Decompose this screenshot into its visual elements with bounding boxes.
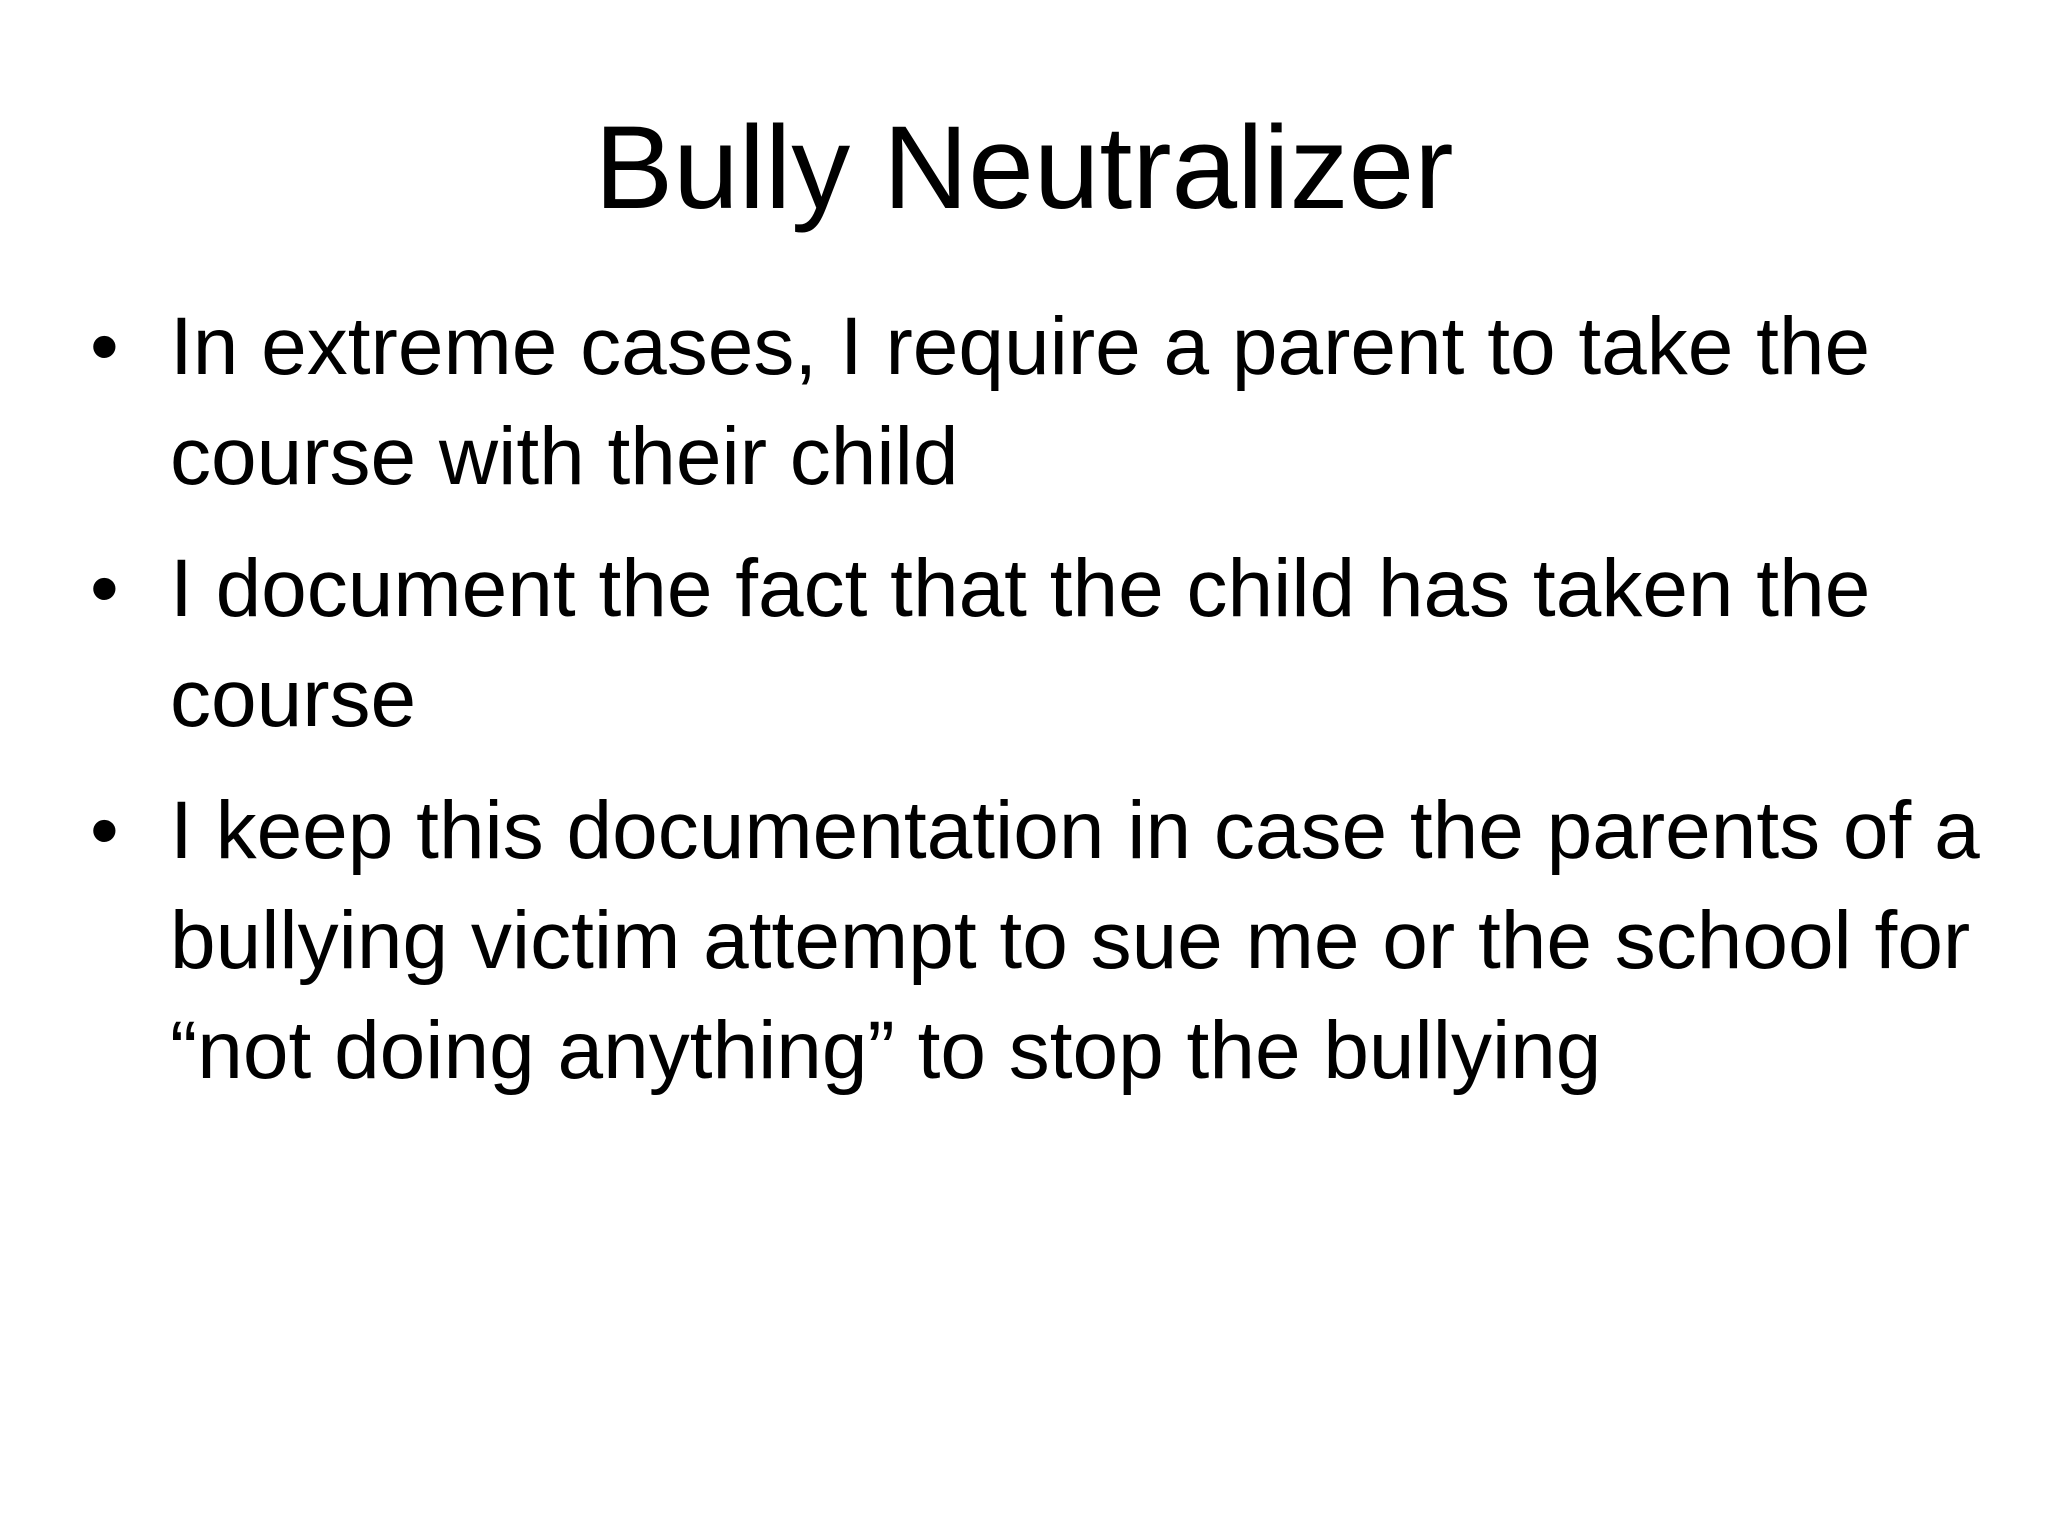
bullet-icon: • [90,785,119,876]
bullet-list [86,292,1986,1128]
bullet-icon: • [90,543,119,634]
bullet-item-3 [86,776,1986,1106]
bullet-item-2 [86,534,1986,754]
slide-title: Bully Neutralizer [594,102,1454,234]
bullet-item-1 [86,292,1986,512]
bullet-text: I keep this documentation in case the parents of a bullying victim attempt to sue me or the school for “not doing anything” to stop the bullying [170,785,1980,1096]
bullet-icon: • [90,301,119,392]
bullet-text: I document the fact that the child has taken the course [170,543,1871,744]
bullet-text: In extreme cases, I require a parent to take the course with their child [170,301,1871,502]
